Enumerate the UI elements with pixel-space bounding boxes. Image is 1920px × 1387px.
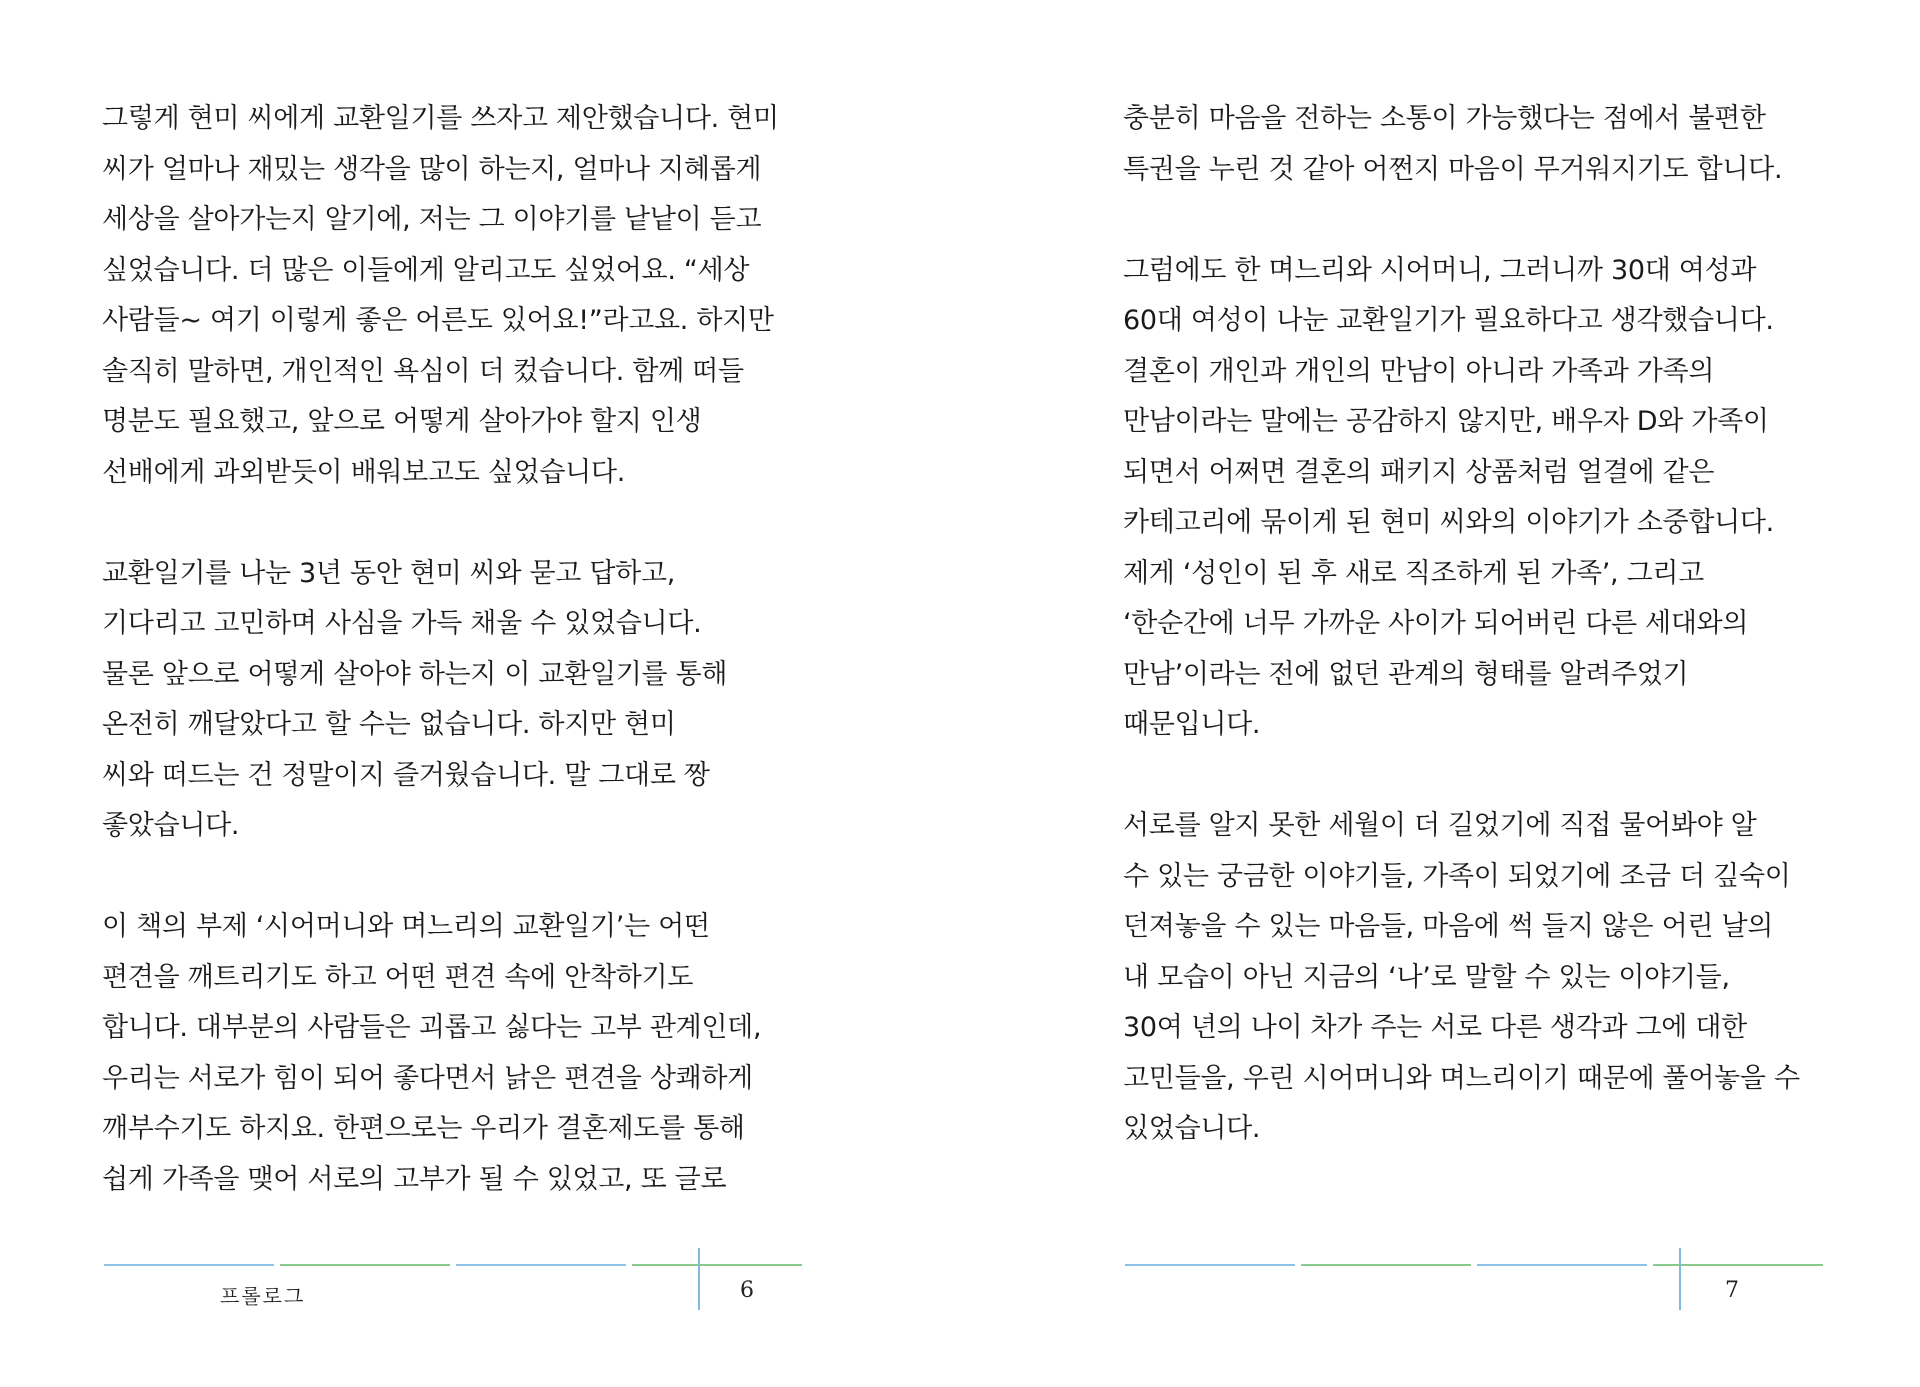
page-number: 7 — [1725, 1278, 1739, 1303]
text-line: 편견을 깨트리기도 하고 어떤 편견 속에 안착하기도 — [102, 961, 694, 993]
paragraph — [102, 902, 779, 1205]
paragraph — [1123, 94, 1800, 195]
text-line: 서로를 알지 못한 세월이 더 길었기에 직접 물어봐야 알 — [1123, 810, 1757, 841]
right-page-footer — [1125, 1248, 1817, 1328]
text-line: 수 있는 궁금한 이야기들, 가족이 되었기에 조금 더 깊숙이 — [1123, 860, 1791, 892]
footer-rule-segment — [456, 1264, 626, 1266]
paragraph — [1123, 801, 1800, 1155]
text-line: 이 책의 부제 ‘시어머니와 며느리의 교환일기’는 어떤 — [102, 911, 710, 942]
text-line: 합니다. 대부분의 사람들은 괴롭고 싫다는 고부 관계인데, — [102, 1012, 762, 1043]
text-line: 씨와 떠드는 건 정말이지 즐거웠습니다. 말 그대로 짱 — [102, 759, 710, 791]
left-page-footer — [104, 1248, 796, 1328]
page-number: 6 — [740, 1278, 754, 1303]
right-page — [960, 0, 1920, 1387]
text-line: 좋았습니다. — [102, 810, 240, 841]
text-line: 솔직히 말하면, 개인적인 욕심이 더 컸습니다. 함께 떠들 — [102, 355, 744, 387]
text-line: 되면서 어쩌면 결혼의 패키지 상품처럼 얼결에 같은 — [1123, 456, 1715, 488]
text-line: 우리는 서로가 힘이 되어 좋다면서 낡은 편견을 상쾌하게 — [102, 1062, 753, 1094]
text-line: 30여 년의 나이 차가 주는 서로 다른 생각과 그에 대한 — [1123, 1012, 1747, 1043]
footer-rule-segment — [1301, 1264, 1471, 1266]
text-line: 만남이라는 말에는 공감하지 않지만, 배우자 D와 가족이 — [1123, 406, 1769, 437]
right-page-body — [1123, 94, 1800, 1205]
text-line: 기다리고 고민하며 사심을 가득 채울 수 있었습니다. — [102, 608, 702, 639]
text-line: 특권을 누린 것 같아 어쩐지 마음이 무거워지기도 합니다. — [1123, 153, 1783, 185]
text-line: 그럼에도 한 며느리와 시어머니, 그러니까 30대 여성과 — [1123, 254, 1757, 286]
text-line: 때문입니다. — [1123, 709, 1261, 740]
text-line: 온전히 깨달았다고 할 수는 없습니다. 하지만 현미 — [102, 709, 676, 740]
text-line: 물론 앞으로 어떻게 살아야 하는지 이 교환일기를 통해 — [102, 658, 728, 690]
text-line: 세상을 살아가는지 알기에, 저는 그 이야기를 낱낱이 듣고 — [102, 204, 762, 235]
text-line: ‘한순간에 너무 가까운 사이가 되어버린 다른 세대와의 — [1123, 608, 1749, 639]
section-label: 프롤로그 — [220, 1284, 306, 1308]
text-line: 60대 여성이 나눈 교환일기가 필요하다고 생각했습니다. — [1123, 305, 1774, 336]
footer-divider — [1679, 1248, 1681, 1310]
footer-rule-segment — [280, 1264, 450, 1266]
text-line: 싶었습니다. 더 많은 이들에게 알리고도 싶었어요. “세상 — [102, 254, 750, 286]
text-line: 충분히 마음을 전하는 소통이 가능했다는 점에서 불편한 — [1123, 103, 1766, 134]
text-line: 선배에게 과외받듯이 배워보고도 싶었습니다. — [102, 456, 625, 488]
text-line: 카테고리에 묶이게 된 현미 씨와의 이야기가 소중합니다. — [1123, 507, 1774, 538]
left-page-body — [102, 94, 779, 1256]
text-line: 그렇게 현미 씨에게 교환일기를 쓰자고 제안했습니다. 현미 — [102, 103, 779, 134]
text-line: 씨가 얼마나 재밌는 생각을 많이 하는지, 얼마나 지혜롭게 — [102, 153, 762, 185]
text-line: 제게 ‘성인이 된 후 새로 직조하게 된 가족’, 그리고 — [1123, 557, 1704, 589]
paragraph — [1123, 246, 1800, 751]
text-line: 결혼이 개인과 개인의 만남이 아니라 가족과 가족의 — [1123, 355, 1715, 387]
text-line: 사람들~ 여기 이렇게 좋은 어른도 있어요!”라고요. 하지만 — [102, 305, 774, 336]
footer-rule-segment — [104, 1264, 274, 1266]
footer-rule-segment — [1477, 1264, 1647, 1266]
text-line: 쉽게 가족을 맺어 서로의 고부가 될 수 있었고, 또 글로 — [102, 1163, 727, 1195]
footer-divider — [698, 1248, 700, 1310]
text-line: 명분도 필요했고, 앞으로 어떻게 살아가야 할지 인생 — [102, 406, 702, 437]
text-line: 던져놓을 수 있는 마음들, 마음에 썩 들지 않은 어린 날의 — [1123, 911, 1774, 942]
text-line: 고민들을, 우린 시어머니와 며느리이기 때문에 풀어놓을 수 — [1123, 1062, 1800, 1094]
footer-rule-segment — [632, 1264, 802, 1266]
text-line: 깨부수기도 하지요. 한편으로는 우리가 결혼제도를 통해 — [102, 1113, 745, 1144]
text-line: 만남’이라는 전에 없던 관계의 형태를 알려주었기 — [1123, 658, 1689, 690]
footer-rule-segment — [1125, 1264, 1295, 1266]
text-line: 있었습니다. — [1123, 1113, 1261, 1144]
paragraph — [102, 94, 779, 498]
paragraph — [102, 549, 779, 852]
text-line: 교환일기를 나눈 3년 동안 현미 씨와 묻고 답하고, — [102, 557, 675, 589]
text-line: 내 모습이 아닌 지금의 ‘나’로 말할 수 있는 이야기들, — [1123, 961, 1730, 993]
